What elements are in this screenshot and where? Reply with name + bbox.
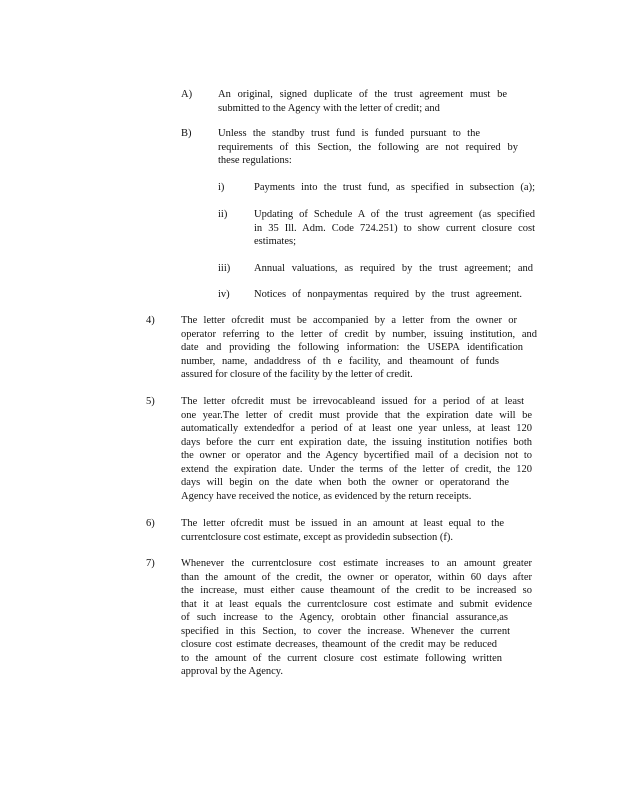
text-line: Annual valuations, as required by the trust agreement; and: [254, 263, 533, 274]
clause-text: [254, 288, 522, 302]
text-line: in 35 Ill. Adm. Code 724.251) to show current closure cost: [254, 222, 535, 234]
clause-text: [181, 557, 532, 679]
text-line: specified in this Section, to cover the increase. Whenever the current: [181, 625, 510, 637]
clause-marker: 7): [146, 558, 155, 569]
text-line: Payments into the trust fund, as specified in subsection (a);: [254, 182, 535, 193]
text-line: than the amount of the credit, the owner or operator, within 60 days after: [181, 571, 532, 583]
clause-text: [181, 395, 532, 503]
text-line: one year.The letter of credit must provide that the expiration date will be: [181, 409, 532, 421]
text-line: of such increase to the Agency, orobtain other financial assurance,as: [181, 612, 508, 623]
text-line: The letter ofcredit must be issued in an amount at least equal to the: [181, 518, 504, 529]
clause-marker: 4): [146, 315, 155, 326]
text-line: Unless the standby trust fund is funded pursuant to the: [218, 128, 480, 139]
clause-text: [218, 127, 518, 168]
text-line: days will begin on the date when both the owner or operatorand the: [181, 477, 509, 488]
text-line: Notices of nonpaymentas required by the trust agreement.: [254, 289, 522, 300]
clause-marker: A): [181, 89, 193, 100]
clause-marker: iv): [218, 289, 230, 300]
clause-marker: iii): [218, 263, 231, 274]
text-line: approval by the Agency.: [181, 666, 283, 677]
clause-text: [181, 314, 537, 382]
text-line: that it at least equals the currentclosure cost estimate and submit evidence: [181, 598, 532, 610]
text-line: date and providing the following information: the USEPA identification: [181, 342, 523, 353]
clause-text: [254, 262, 533, 276]
text-line: The letter ofcredit must be irrevocableand issued for a period of at least: [181, 396, 524, 407]
text-line: Updating of Schedule A of the trust agreement (as specified: [254, 209, 535, 220]
clause-marker: B): [181, 128, 192, 139]
text-line: days before the curr ent expiration date, the issuing institution notifies both: [181, 436, 532, 448]
clause-text: [218, 88, 507, 115]
clause-text: [254, 181, 535, 195]
text-line: automatically extendedfor a period of at least one year unless, at least 120: [181, 423, 532, 434]
text-line: these regulations:: [218, 155, 292, 166]
text-line: closure cost estimate decreases, theamount of the credit may be reduced: [181, 639, 497, 650]
text-line: to the amount of the current closure cost estimate following written: [181, 652, 502, 664]
text-line: estimates;: [254, 236, 296, 247]
clause-marker: 6): [146, 518, 155, 529]
text-line: the owner or operator and the Agency bycertified mail of a decision not to: [181, 450, 532, 461]
clause-text: [181, 517, 504, 544]
text-line: extend the expiration date. Under the terms of the letter of credit, the 120: [181, 463, 532, 475]
clause-text: [254, 208, 535, 249]
text-line: operator referring to the letter of credit by number, issuing institution, and: [181, 328, 537, 340]
text-line: Whenever the currentclosure cost estimate increases to an amount greater: [181, 558, 532, 569]
text-line: the increase, must either cause theamount of the credit to be increased so: [181, 585, 532, 596]
text-line: Agency have received the notice, as evidenced by the return receipts.: [181, 490, 472, 502]
text-line: number, name, andaddress of th e facility, and theamount of funds: [181, 355, 499, 367]
clause-marker: 5): [146, 396, 155, 407]
text-line: currentclosure cost estimate, except as providedin subsection (f).: [181, 531, 454, 543]
text-line: The letter ofcredit must be accompanied by a letter from the owner or: [181, 315, 517, 326]
clause-marker: ii): [218, 209, 228, 220]
text-line: An original, signed duplicate of the trust agreement must be: [218, 89, 507, 100]
text-line: requirements of this Section, the following are not required by: [218, 141, 518, 153]
text-line: assured for closure of the facility by the letter of credit.: [181, 369, 413, 380]
text-line: submitted to the Agency with the letter of credit; and: [218, 102, 440, 114]
clause-marker: i): [218, 182, 225, 193]
